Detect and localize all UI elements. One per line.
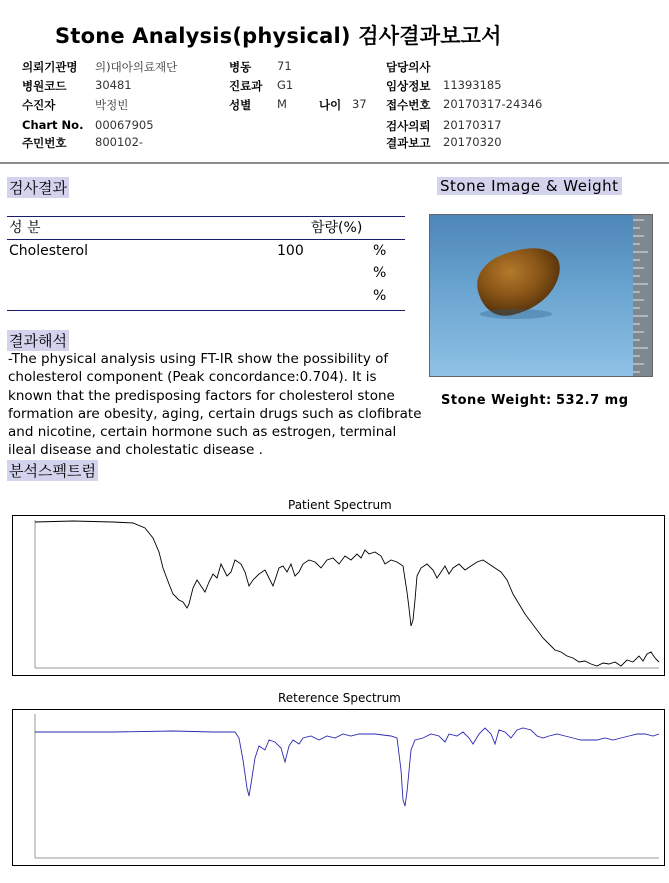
stone-heading: Stone Image & Weight bbox=[437, 177, 622, 195]
label-resident-number: 주민번호 bbox=[22, 136, 67, 150]
interpretation-text: -The physical analysis using FT-IR show the possibility of cholesterol component (Peak concordance:0.704). It is known that the predisposing factors for cholesterol stone formation are obesity, aging, certain drugs such as clofibrate and nicotine, certain hormone such as estrogen, terminal ileal disease and cholestatic disease . bbox=[8, 351, 422, 459]
label-request-date: 검사의뢰 bbox=[386, 119, 431, 133]
label-chart-no: Chart No. bbox=[22, 118, 84, 132]
result-table-header-rule bbox=[7, 239, 405, 240]
result-table-bottom-rule bbox=[7, 310, 405, 311]
value-hospital-code: 30481 bbox=[95, 78, 132, 92]
label-receipt-number: 접수번호 bbox=[386, 98, 431, 112]
patient-spectrum-title: Patient Spectrum bbox=[288, 498, 392, 512]
value-age: 37 bbox=[352, 97, 367, 111]
stone-weight-label: Stone Weight: bbox=[441, 393, 552, 408]
result-col-amount: 함량(%) bbox=[311, 220, 363, 236]
value-chart-no: 00067905 bbox=[95, 118, 154, 132]
value-report-date: 20170320 bbox=[443, 135, 502, 149]
label-sex: 성별 bbox=[229, 98, 252, 112]
label-department: 진료과 bbox=[229, 79, 263, 93]
label-report-date: 결과보고 bbox=[386, 136, 431, 150]
value-department: G1 bbox=[277, 78, 294, 92]
stone-weight-value: 532.7 mg bbox=[556, 393, 629, 408]
value-requesting-institution: 의)대아의료재단 bbox=[95, 60, 178, 74]
value-ward: 71 bbox=[277, 59, 292, 73]
patient-spectrum-plot bbox=[12, 515, 665, 676]
header-divider bbox=[0, 162, 669, 164]
reference-spectrum-plot bbox=[12, 709, 665, 866]
value-request-date: 20170317 bbox=[443, 118, 502, 132]
label-hospital-code: 병원코드 bbox=[22, 79, 67, 93]
result-row-unit: % bbox=[373, 243, 387, 259]
result-row-unit: % bbox=[373, 265, 387, 281]
result-row-amount: 100 bbox=[277, 243, 304, 259]
spectrum-heading: 분석스펙트럼 bbox=[9, 462, 96, 480]
interpretation-heading: 결과해석 bbox=[9, 332, 67, 350]
stone-photo bbox=[429, 214, 653, 377]
value-clinical-info: 11393185 bbox=[443, 78, 502, 92]
report-title: Stone Analysis(physical) 검사결과보고서 bbox=[55, 24, 502, 48]
label-patient-name: 수진자 bbox=[22, 98, 56, 112]
label-age: 나이 bbox=[319, 98, 342, 112]
value-resident-number: 800102- bbox=[95, 135, 144, 149]
value-receipt-number: 20170317-24346 bbox=[443, 97, 543, 111]
result-heading: 검사결과 bbox=[9, 179, 67, 197]
value-patient-name: 박정빈 bbox=[95, 98, 129, 112]
result-row-component: Cholesterol bbox=[9, 243, 89, 259]
patient-spectrum-line bbox=[35, 521, 659, 666]
value-sex: M bbox=[277, 97, 287, 111]
label-attending-physician: 담당의사 bbox=[386, 60, 431, 74]
result-row-unit: % bbox=[373, 288, 387, 304]
label-requesting-institution: 의뢰기관명 bbox=[22, 60, 78, 74]
reference-spectrum-title: Reterence Spectrum bbox=[278, 691, 401, 705]
label-clinical-info: 임상정보 bbox=[386, 79, 431, 93]
label-ward: 병동 bbox=[229, 60, 252, 74]
result-col-component: 성 분 bbox=[9, 220, 41, 236]
reference-spectrum-line bbox=[35, 728, 659, 806]
